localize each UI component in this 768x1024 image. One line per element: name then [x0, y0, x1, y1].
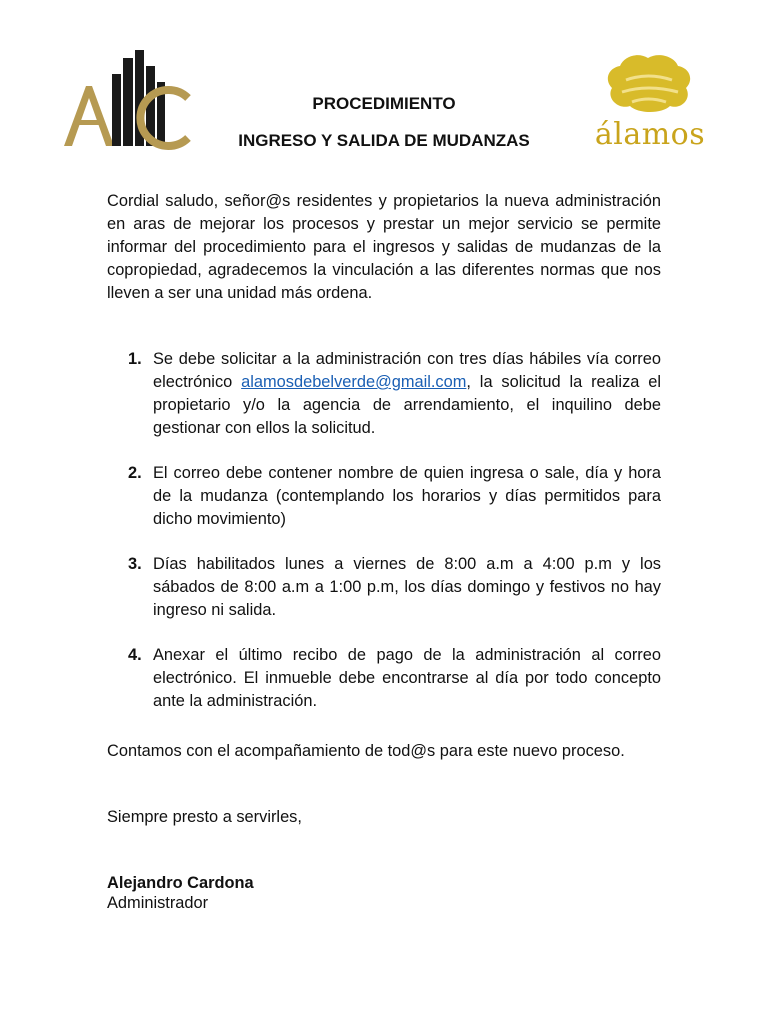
list-item — [107, 462, 661, 531]
alamos-logo — [582, 50, 718, 156]
list-item — [107, 348, 661, 440]
list-item — [107, 553, 661, 622]
procedure-list — [107, 348, 661, 735]
email-link[interactable]: alamosdebelverde@gmail.com — [241, 373, 467, 391]
farewell-line: Siempre presto a servirles, — [107, 808, 302, 826]
closing-sentence: Contamos con el acompañamiento de tod@s para este nuevo proceso. — [107, 742, 625, 760]
signer-role: Administrador — [107, 894, 209, 912]
item-number: 3. — [128, 555, 142, 573]
item-number: 2. — [128, 464, 142, 482]
title-line-1: PROCEDIMIENTO — [312, 94, 456, 113]
signer-name: Alejandro Cardona — [107, 874, 254, 892]
list-item — [107, 644, 661, 713]
item-number: 1. — [128, 350, 142, 368]
item-text: Anexar el último recibo de pago de la administración al correo electrónico. El inmueble debe encontrarse al día por todo concepto ante la administración. — [153, 646, 661, 710]
intro-paragraph: Cordial saludo, señor@s residentes y propietarios la nueva administración en aras de mejorar los procesos y prestar un mejor servicio se permite informar del procedimiento para el ingresos y salidas de mudanzas de la copropiedad, agradecemos la vinculación a las diferentes normas que nos lleven a ser una unidad más ordena. — [107, 192, 661, 302]
item-number: 4. — [128, 646, 142, 664]
item-text: , la solicitud la realiza el propietario y/o la agencia de arrendamiento, el inquilino debe gestionar con ellos la solicitud. — [153, 373, 661, 437]
item-text: El correo debe contener nombre de quien ingresa o sale, día y hora de la mudanza (contemplando los horarios y días permitidos para dicho movimiento) — [153, 464, 661, 528]
item-text: Se debe solicitar a la administración con tres días hábiles vía correo electrónico — [153, 350, 661, 391]
item-text: Días habilitados lunes a viernes de 8:00 a.m a 4:00 p.m y los sábados de 8:00 a.m a 1:00 p.m, los días domingo y festivos no hay ingreso ni salida. — [153, 555, 661, 619]
tree-icon — [582, 50, 718, 120]
title-line-2: INGRESO Y SALIDA DE MUDANZAS — [238, 131, 530, 150]
alamos-wordmark: álamos — [594, 117, 706, 152]
